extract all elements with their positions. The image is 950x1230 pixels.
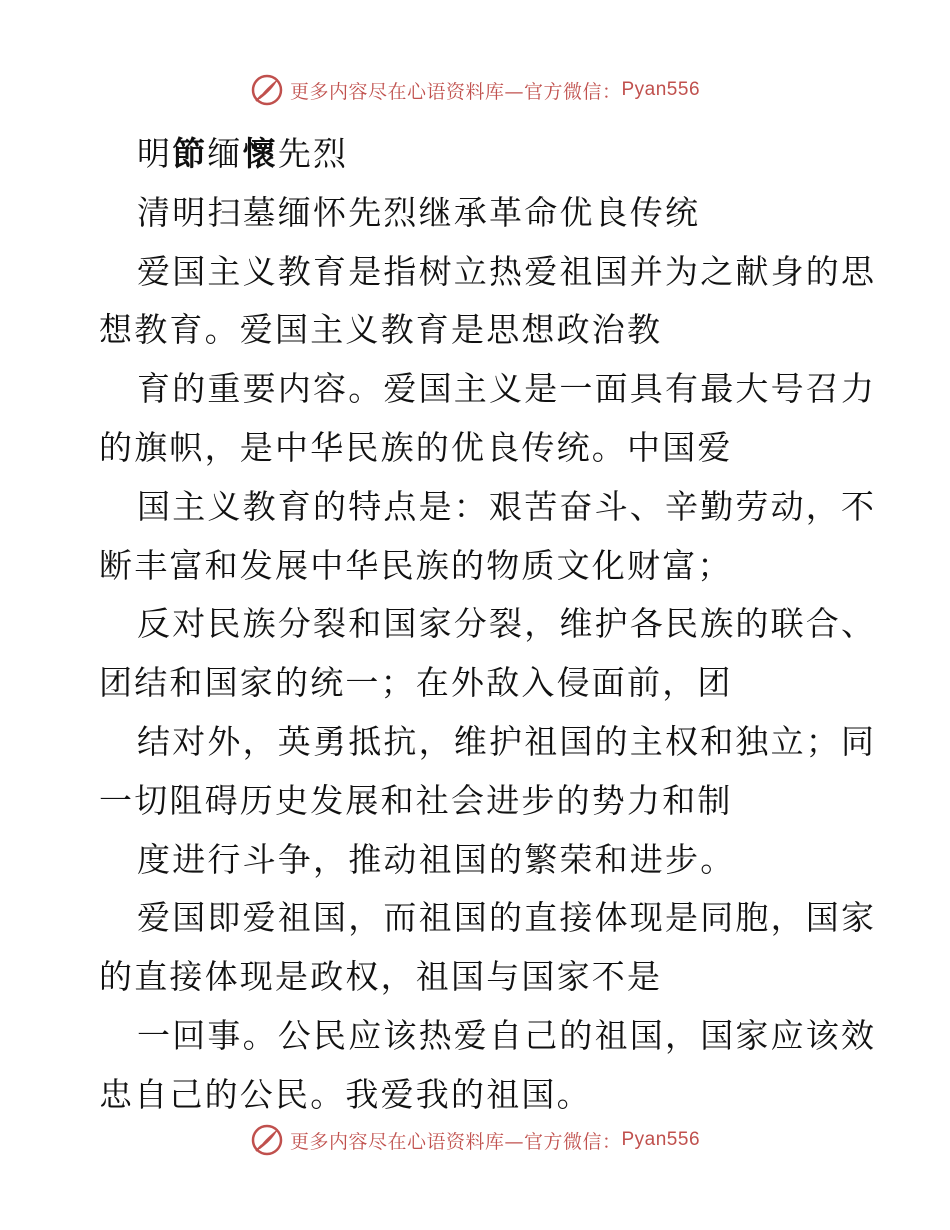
watermark-text: 更多内容尽在心语资料库—官方微信： bbox=[289, 1130, 622, 1153]
quill-pen-logo-icon bbox=[250, 73, 284, 107]
paragraph-line: 结对外，英勇抵抗，维护祖国的主权和独立；同 bbox=[137, 721, 877, 761]
watermark-wechat-id: Pyan556 bbox=[621, 1129, 701, 1150]
title-part: 節 bbox=[172, 134, 208, 173]
paragraph-line: 的旗帜，是中华民族的优良传统。中国爱 bbox=[99, 427, 733, 467]
paragraph-line: 一回事。公民应该热爱自己的祖国，国家应该效 bbox=[137, 1015, 877, 1055]
paragraph-line: 想教育。爱国主义教育是思想政治教 bbox=[99, 310, 663, 350]
document-title bbox=[99, 125, 859, 184]
paragraph-line: 一切阻碍历史发展和社会进步的势力和制 bbox=[99, 780, 733, 820]
paragraph-line: 忠自己的公民。我爱我的祖国。 bbox=[99, 1074, 592, 1114]
document-body bbox=[99, 125, 877, 1125]
paragraph-line: 的直接体现是政权，祖国与国家不是 bbox=[99, 957, 663, 997]
title-part: 懷 bbox=[242, 134, 278, 173]
title-part: 明 bbox=[137, 134, 173, 173]
paragraph-line: 爱国主义教育是指树立热爱祖国并为之献身的思 bbox=[137, 251, 877, 291]
paragraph-line: 反对民族分裂和国家分裂，维护各民族的联合、 bbox=[137, 604, 877, 644]
paragraph-line: 国主义教育的特点是：艰苦奋斗、辛勤劳动，不 bbox=[137, 486, 877, 526]
paragraph-line: 爱国即爱祖国，而祖国的直接体现是同胞，国家 bbox=[137, 898, 877, 938]
watermark-footer bbox=[0, 1120, 950, 1160]
paragraph-line: 团结和国家的统一；在外敌入侵面前，团 bbox=[99, 663, 733, 703]
title-part: 先烈 bbox=[277, 134, 349, 173]
watermark-wechat-id: Pyan556 bbox=[621, 79, 701, 100]
quill-pen-logo-icon bbox=[250, 1123, 284, 1157]
subtitle-line: 清明扫墓缅怀先烈继承革命优良传统 bbox=[137, 192, 701, 232]
paragraph-line: 育的重要内容。爱国主义是一面具有最大号召力 bbox=[137, 369, 877, 409]
paragraph-line: 度进行斗争，推动祖国的繁荣和进步。 bbox=[137, 839, 736, 879]
watermark-header bbox=[0, 70, 950, 110]
paragraph-line: 断丰富和发展中华民族的物质文化财富； bbox=[99, 545, 733, 585]
title-part: 缅 bbox=[207, 134, 243, 173]
watermark-text: 更多内容尽在心语资料库—官方微信： bbox=[289, 80, 622, 103]
